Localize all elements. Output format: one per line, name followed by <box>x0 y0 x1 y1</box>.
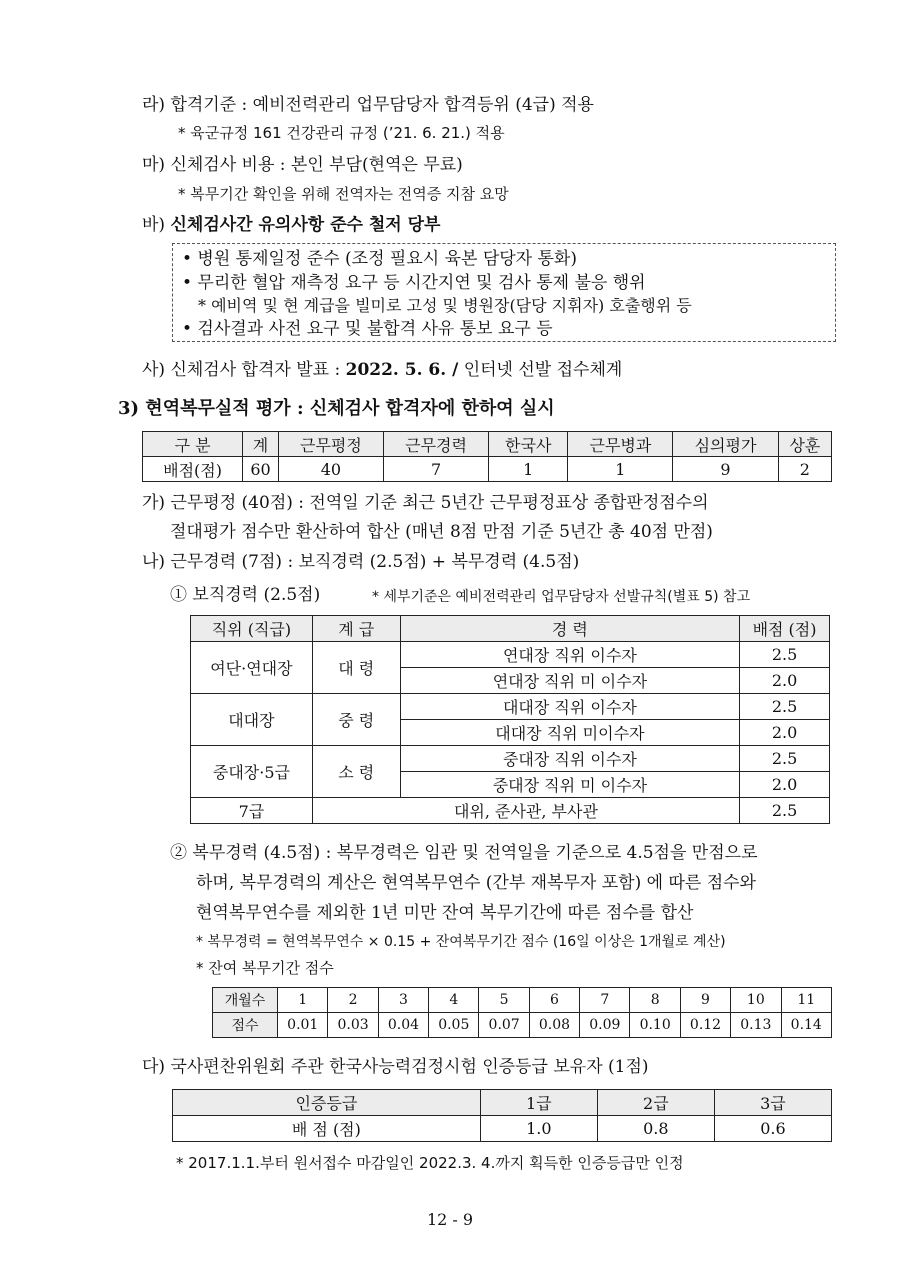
service-career-line2: 하며, 복무경력의 계산은 현역복무연수 (간부 재복무자 포함) 에 따른 점수와 <box>196 873 756 893</box>
month-cell: 8 <box>630 988 680 1013</box>
caution-item: • 병원 통제일정 준수 (조정 필요시 육본 담당자 통화) <box>182 249 577 269</box>
score-cell: 1 <box>568 457 673 482</box>
career-position: 여단·연대장 <box>191 642 313 694</box>
score-cell: 60 <box>243 457 279 482</box>
months-label: 개월수 <box>213 988 278 1013</box>
month-score-cell: 0.08 <box>529 1013 579 1038</box>
service-career-formula: * 복무경력 = 현역복무연수 × 0.15 + 잔여복무기간 점수 (16일 이상은 1개월로 계산) <box>196 934 726 950</box>
grade-header: 1급 <box>480 1090 597 1116</box>
criteria-note: * 육군규정 161 건강관리 규정 (’21. 6. 21.) 적용 <box>178 124 505 142</box>
month-score-cell: 0.10 <box>630 1013 680 1038</box>
score-cell: 40 <box>278 457 383 482</box>
service-career-line1: ② 복무경력 (4.5점) : 복무경력은 임관 및 전역일을 기준으로 4.5점을 만점으로 <box>170 843 758 863</box>
career-desc: 연대장 직위 이수자 <box>400 642 739 668</box>
month-cell: 4 <box>429 988 479 1013</box>
career-header: 계 급 <box>312 616 400 642</box>
career-table <box>190 615 830 824</box>
grade-table <box>172 1089 832 1142</box>
remaining-score-note: * 잔여 복무기간 점수 <box>196 959 334 977</box>
month-score-cell: 0.01 <box>278 1013 328 1038</box>
caution-subitem: * 예비역 및 현 계급을 빌미로 고성 및 병원장(담당 지휘자) 호출행위 등 <box>198 296 692 315</box>
career-score: 2.0 <box>740 772 830 798</box>
month-score-cell: 0.14 <box>781 1013 831 1038</box>
grade-header: 2급 <box>597 1090 714 1116</box>
month-score-cell: 0.03 <box>328 1013 378 1038</box>
score-cell: 1 <box>489 457 568 482</box>
career-desc: 연대장 직위 미 이수자 <box>400 668 739 694</box>
month-score-cell: 0.13 <box>731 1013 781 1038</box>
month-score-cell: 0.07 <box>479 1013 529 1038</box>
career-position: 7급 <box>191 798 313 824</box>
score-cell: 9 <box>673 457 778 482</box>
month-cell: 7 <box>580 988 630 1013</box>
score-table <box>142 431 832 482</box>
score-header: 상훈 <box>778 432 831 457</box>
career-rank: 소 령 <box>312 746 400 798</box>
career-desc: 중대장 직위 미 이수자 <box>400 772 739 798</box>
item-ga-line1: 가) 근무평정 (40점) : 전역일 기준 최근 5년간 근무평정표상 종합판정점수의 <box>142 493 709 513</box>
month-cell: 11 <box>781 988 831 1013</box>
score-label: 점수 <box>213 1013 278 1038</box>
career-score: 2.5 <box>740 798 830 824</box>
month-cell: 5 <box>479 988 529 1013</box>
grade-header: 인증등급 <box>173 1090 481 1116</box>
section-3-heading: 3) 현역복무실적 평가 : 신체검사 합격자에 한하여 실시 <box>118 398 555 419</box>
month-cell: 9 <box>680 988 730 1013</box>
score-header: 근무평정 <box>278 432 383 457</box>
item-ga-line2: 절대평가 점수만 환산하여 합산 (매년 8점 만점 기준 5년간 총 40점 만점) <box>170 522 713 542</box>
month-score-cell: 0.09 <box>580 1013 630 1038</box>
career-position: 중대장·5급 <box>191 746 313 798</box>
score-cell: 2 <box>778 457 831 482</box>
career-header: 직위 (직급) <box>191 616 313 642</box>
score-header: 근무병과 <box>568 432 673 457</box>
caution-prefix: 바) <box>142 215 171 235</box>
month-score-cell: 0.12 <box>680 1013 730 1038</box>
score-header: 심의평가 <box>673 432 778 457</box>
month-cell: 1 <box>278 988 328 1013</box>
career-desc: 중대장 직위 이수자 <box>400 746 739 772</box>
criteria-line: 라) 합격기준 : 예비전력관리 업무담당자 합격등위 (4급) 적용 <box>142 95 594 115</box>
caution-item: • 검사결과 사전 요구 및 불합격 사유 통보 요구 등 <box>182 319 553 339</box>
score-cell: 배점(점) <box>143 457 243 482</box>
career-desc: 대대장 직위 미이수자 <box>400 720 739 746</box>
career-rank: 대 령 <box>312 642 400 694</box>
month-score-cell: 0.05 <box>429 1013 479 1038</box>
month-score-cell: 0.04 <box>378 1013 428 1038</box>
page-number: 12 - 9 <box>426 1210 474 1229</box>
career-position: 대대장 <box>191 694 313 746</box>
caution-heading <box>142 214 440 236</box>
announce-line <box>142 359 622 381</box>
grade-header: 3급 <box>714 1090 831 1116</box>
score-cell: 7 <box>383 457 488 482</box>
career-desc: 대대장 직위 이수자 <box>400 694 739 720</box>
month-cell: 10 <box>731 988 781 1013</box>
career-rank: 중 령 <box>312 694 400 746</box>
cost-line: 마) 신체검사 비용 : 본인 부담(현역은 무료) <box>142 155 463 175</box>
service-career-line3: 현역복무연수를 제외한 1년 미만 잔여 복무기간에 따른 점수를 합산 <box>196 903 694 923</box>
career-score: 2.5 <box>740 694 830 720</box>
item-na-line: 나) 근무경력 (7점) : 보직경력 (2.5점) + 복무경력 (4.5점) <box>142 552 580 572</box>
career-score: 2.0 <box>740 668 830 694</box>
grade-cell: 배 점 (점) <box>173 1116 481 1142</box>
announce-suffix: 인터넷 선발 접수체계 <box>458 360 623 380</box>
score-header: 근무경력 <box>383 432 488 457</box>
career-header: 경 력 <box>400 616 739 642</box>
score-header: 한국사 <box>489 432 568 457</box>
month-cell: 2 <box>328 988 378 1013</box>
months-table <box>212 987 832 1038</box>
assignment-career-note: * 세부기준은 예비전력관리 업무담당자 선발규칙(별표 5) 참고 <box>372 589 751 605</box>
month-cell: 3 <box>378 988 428 1013</box>
announce-prefix: 사) 신체검사 합격자 발표 : <box>142 360 346 380</box>
career-score: 2.0 <box>740 720 830 746</box>
score-header: 구 분 <box>143 432 243 457</box>
item-da-line: 다) 국사편찬위원회 주관 한국사능력검정시험 인증등급 보유자 (1점) <box>142 1057 649 1077</box>
grade-note: * 2017.1.1.부터 원서접수 마감일인 2022.3. 4.까지 획득한 인증등급만 인정 <box>176 1154 684 1172</box>
caution-item: • 무리한 혈압 재측정 요구 등 시간지연 및 검사 통제 불응 행위 <box>182 273 646 293</box>
assignment-career-heading: ① 보직경력 (2.5점) <box>170 585 321 605</box>
career-score: 2.5 <box>740 746 830 772</box>
grade-cell: 0.8 <box>597 1116 714 1142</box>
caution-title: 신체검사간 유의사항 준수 철저 당부 <box>170 215 441 235</box>
cost-note: * 복무기간 확인을 위해 전역자는 전역증 지참 요망 <box>178 185 509 203</box>
score-header: 계 <box>243 432 279 457</box>
announce-date: 2022. 5. 6. / <box>345 360 459 380</box>
career-header: 배점 (점) <box>740 616 830 642</box>
grade-cell: 0.6 <box>714 1116 831 1142</box>
grade-cell: 1.0 <box>480 1116 597 1142</box>
career-desc: 대위, 준사관, 부사관 <box>312 798 739 824</box>
month-cell: 6 <box>529 988 579 1013</box>
career-score: 2.5 <box>740 642 830 668</box>
